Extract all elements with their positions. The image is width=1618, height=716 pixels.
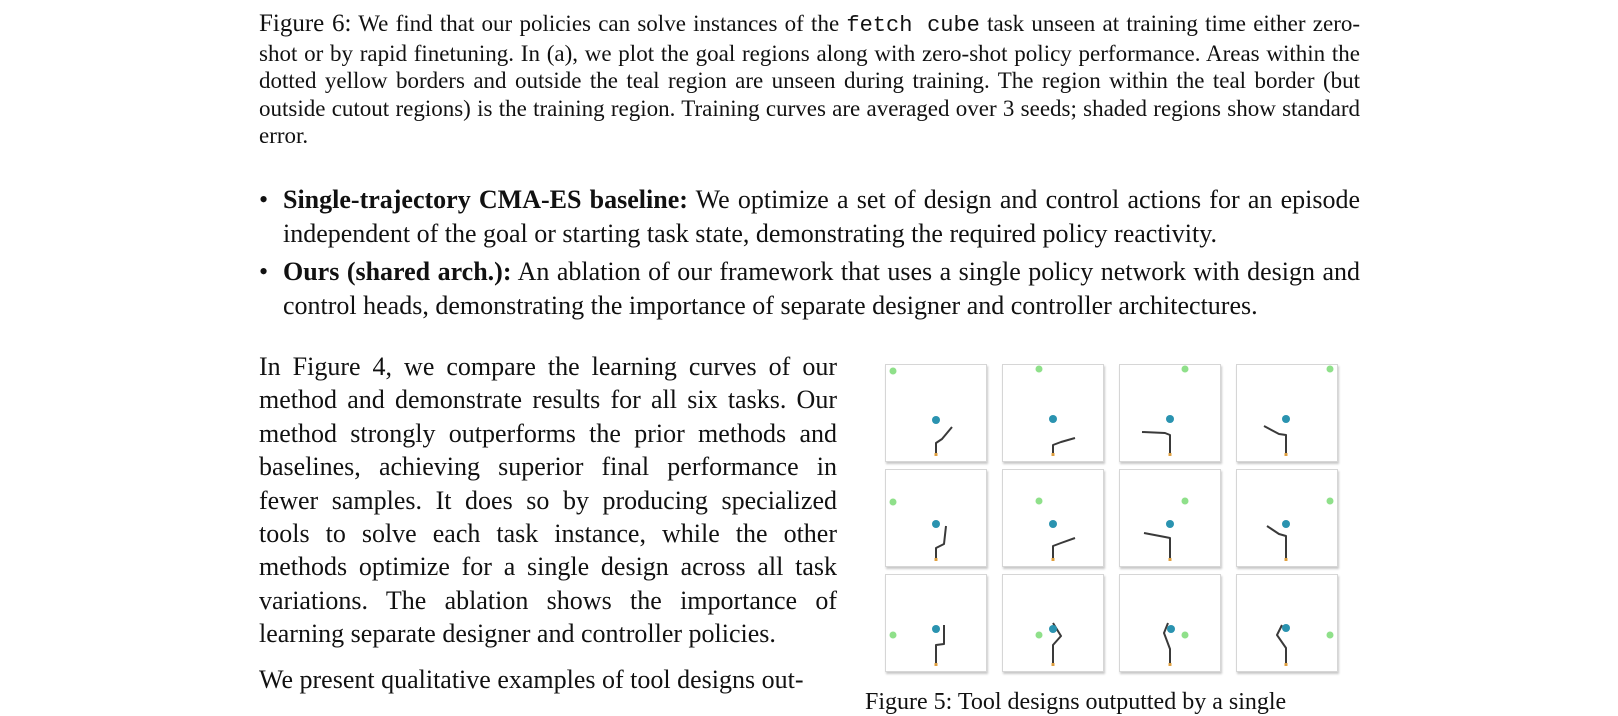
tool-design-tile (1002, 364, 1104, 462)
baseline-bullet-list (259, 183, 1360, 327)
object-marker (1166, 520, 1174, 528)
tool-design-render (1120, 365, 1220, 461)
tool-base-marker (1052, 453, 1055, 456)
figure-6-label: Figure 6: (259, 10, 352, 37)
caption-text-after-code: task unseen at training time either zero-shot or by rapid finetuning. In (a), we plot the goal regions along with zero-shot policy performance. Areas within the dotted yellow borders and outside the teal region are unseen during training. The region within the teal border (but outside cutout regions) is the training region. Training curves are averaged over 3 seeds; shaded regions show standard error. (259, 11, 1361, 149)
goal-marker (1182, 498, 1189, 505)
bullet-item-cmaes (259, 183, 1360, 251)
goal-marker (890, 632, 897, 639)
tool-design-tile (1236, 364, 1338, 462)
tool-design-render (1120, 470, 1220, 566)
tool-design-shape (1053, 438, 1075, 455)
tool-base-marker (935, 453, 938, 456)
object-marker (1166, 415, 1174, 423)
tool-design-render (886, 470, 986, 566)
goal-marker (1036, 632, 1043, 639)
tool-design-shape (1264, 426, 1286, 455)
task-name-code: fetch cube (846, 13, 980, 38)
tool-design-tile (885, 469, 987, 567)
tool-base-marker (1285, 558, 1288, 561)
tool-design-render (1003, 575, 1103, 671)
goal-marker (1327, 632, 1334, 639)
tool-base-marker (1169, 453, 1172, 456)
goal-marker (1036, 498, 1043, 505)
tool-design-tile (1119, 469, 1221, 567)
bullet-heading: Ours (shared arch.): (283, 257, 512, 286)
tool-design-tile (1119, 574, 1221, 672)
object-marker (932, 625, 940, 633)
tool-base-marker (1285, 453, 1288, 456)
tool-design-render (1120, 575, 1220, 671)
tool-design-render (1237, 365, 1337, 461)
tool-design-tile (1002, 469, 1104, 567)
object-marker (1282, 624, 1290, 632)
bullet-text: We optimize a set of design and control actions for an episode independent of the goal or starting task state, demonstrating the required policy reactivity. (283, 185, 1361, 248)
goal-marker (1182, 632, 1189, 639)
results-paragraph: In Figure 4, we compare the learning curves of our method and demonstrate results for all six tasks. Our method strongly outperforms the prior methods and baselines, achieving superior final performance in fewer samples. It does so by producing specialized tools to solve each task instance, while the other methods optimize for a single design across all task variations. The ablation shows the importance of learning separate designer and controller policies. (259, 352, 837, 649)
tool-design-render (1003, 470, 1103, 566)
object-marker (1049, 415, 1057, 423)
qualitative-paragraph: We present qualitative examples of tool designs out- (259, 664, 804, 694)
goal-marker (1327, 366, 1334, 373)
tool-base-marker (1285, 663, 1288, 666)
object-marker (1282, 520, 1290, 528)
caption-text-before-code: We find that our policies can solve instances of the (358, 11, 840, 36)
tool-design-shape (1053, 538, 1075, 560)
tool-design-render (1237, 575, 1337, 671)
tool-base-marker (1052, 663, 1055, 666)
figure-6-caption (259, 10, 1360, 150)
tool-design-figure-grid (885, 364, 1340, 674)
goal-marker (890, 499, 897, 506)
goal-marker (1327, 498, 1334, 505)
object-marker (1282, 415, 1290, 423)
tool-design-render (886, 575, 986, 671)
object-marker (932, 520, 940, 528)
bullet-heading: Single-trajectory CMA-ES baseline: (283, 185, 688, 214)
tool-base-marker (935, 663, 938, 666)
tool-design-tile (1119, 364, 1221, 462)
tool-design-shape (936, 427, 952, 455)
goal-marker (890, 368, 897, 375)
bullet-item-shared-arch (259, 255, 1360, 323)
tool-design-shape (1142, 432, 1170, 455)
bullet-marker: • (259, 185, 269, 214)
tool-design-render (1237, 470, 1337, 566)
goal-marker (1182, 366, 1189, 373)
tool-design-shape (1267, 526, 1286, 560)
tool-base-marker (1052, 558, 1055, 561)
object-marker (1049, 520, 1057, 528)
tool-design-render (886, 365, 986, 461)
bullet-text: An ablation of our framework that uses a single policy network with design and control heads, demonstrating the importance of separate designer and controller architectures. (283, 257, 1361, 320)
tool-base-marker (1169, 663, 1172, 666)
body-text-column (259, 350, 837, 696)
bullet-marker: • (259, 257, 269, 286)
tool-design-tile (885, 364, 987, 462)
tool-design-tile (1236, 469, 1338, 567)
tool-design-shape (936, 526, 946, 560)
tool-design-tile (885, 574, 987, 672)
tool-base-marker (1169, 558, 1172, 561)
tool-design-render (1003, 365, 1103, 461)
tool-design-tile (1002, 574, 1104, 672)
tool-design-shape (1144, 533, 1170, 560)
goal-marker (1036, 366, 1043, 373)
tool-base-marker (935, 558, 938, 561)
figure-5-caption: Figure 5: Tool designs outputted by a single (865, 689, 1287, 715)
object-marker (1049, 625, 1057, 633)
object-marker (1167, 625, 1175, 633)
object-marker (932, 416, 940, 424)
tool-design-tile (1236, 574, 1338, 672)
